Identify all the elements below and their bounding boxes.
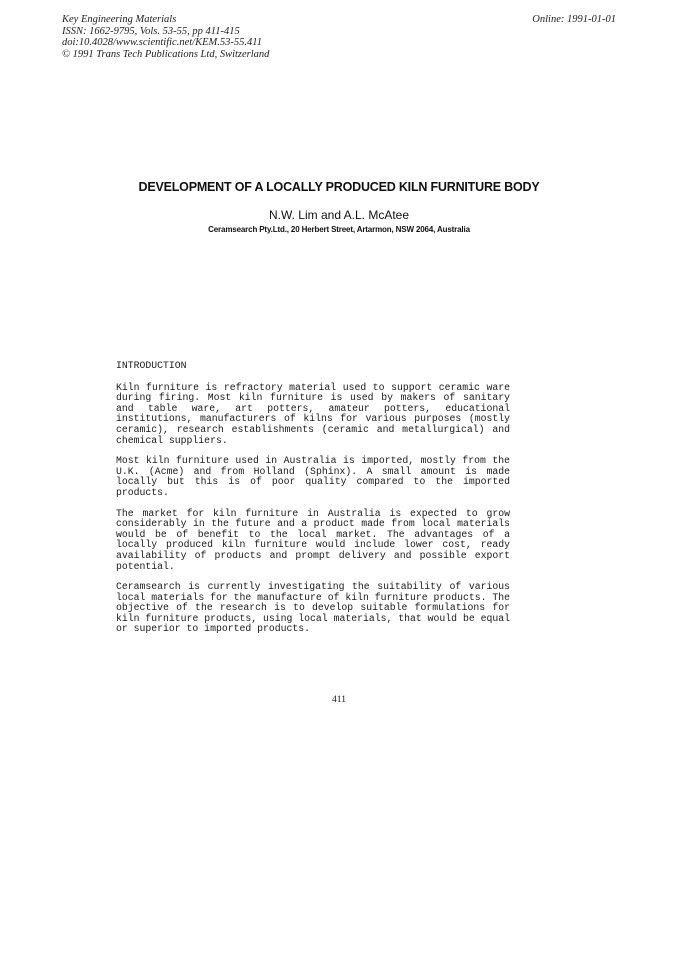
page-number: 411 (332, 695, 346, 705)
paragraph: The market for kiln furniture in Australia is expected to grow considerably in the future and a product made from local materials would be of benefit to the local market. The advantages of a locally produced kiln furniture would include lower cost, ready availability of products and prompt delivery and possible export potential. (116, 507, 510, 572)
doi-line: doi:10.4028/www.scientific.net/KEM.53-55.411 (62, 37, 262, 48)
paragraph: Kiln furniture is refractory material used to support ceramic ware during firing. Most kiln furniture is used by makers of sanitary and table ware, art potters, amateur potters, educational institutions, manufacturers of kilns for various purposes (mostly ceramic), research establishments (ceramic and metallurgical) and chemical suppliers. (116, 381, 510, 446)
article-body (116, 361, 510, 645)
publication-info (62, 14, 269, 60)
paragraph: Most kiln furniture used in Australia is imported, mostly from the U.K. (Acme) and from Holland (Sphinx). A small amount is made locally but this is of poor quality compared to the imported products. (116, 455, 510, 498)
issn-line: ISSN: 1662-9795, Vols. 53-55, pp 411-415 (62, 25, 240, 37)
online-date: Online: 1991-01-01 (532, 14, 616, 25)
authors: N.W. Lim and A.L. McAtee (268, 208, 410, 222)
copyright-line: © 1991 Trans Tech Publications Ltd, Switzerland (62, 48, 270, 60)
journal-name: Key Engineering Materials (62, 14, 177, 25)
paper-title: DEVELOPMENT OF A LOCALLY PRODUCED KILN FURNITURE BODY (138, 180, 540, 194)
paragraph: Ceramsearch is currently investigating the suitability of various local materials for the manufacture of kiln furniture products. The objective of the research is to develop suitable formulations for kiln furniture products, using local materials, that would be equal or superior to imported products. (116, 581, 510, 635)
affiliation: Ceramsearch Pty.Ltd., 20 Herbert Street, Artarmon, NSW 2064, Australia (208, 225, 470, 234)
section-heading: INTRODUCTION (116, 360, 187, 371)
